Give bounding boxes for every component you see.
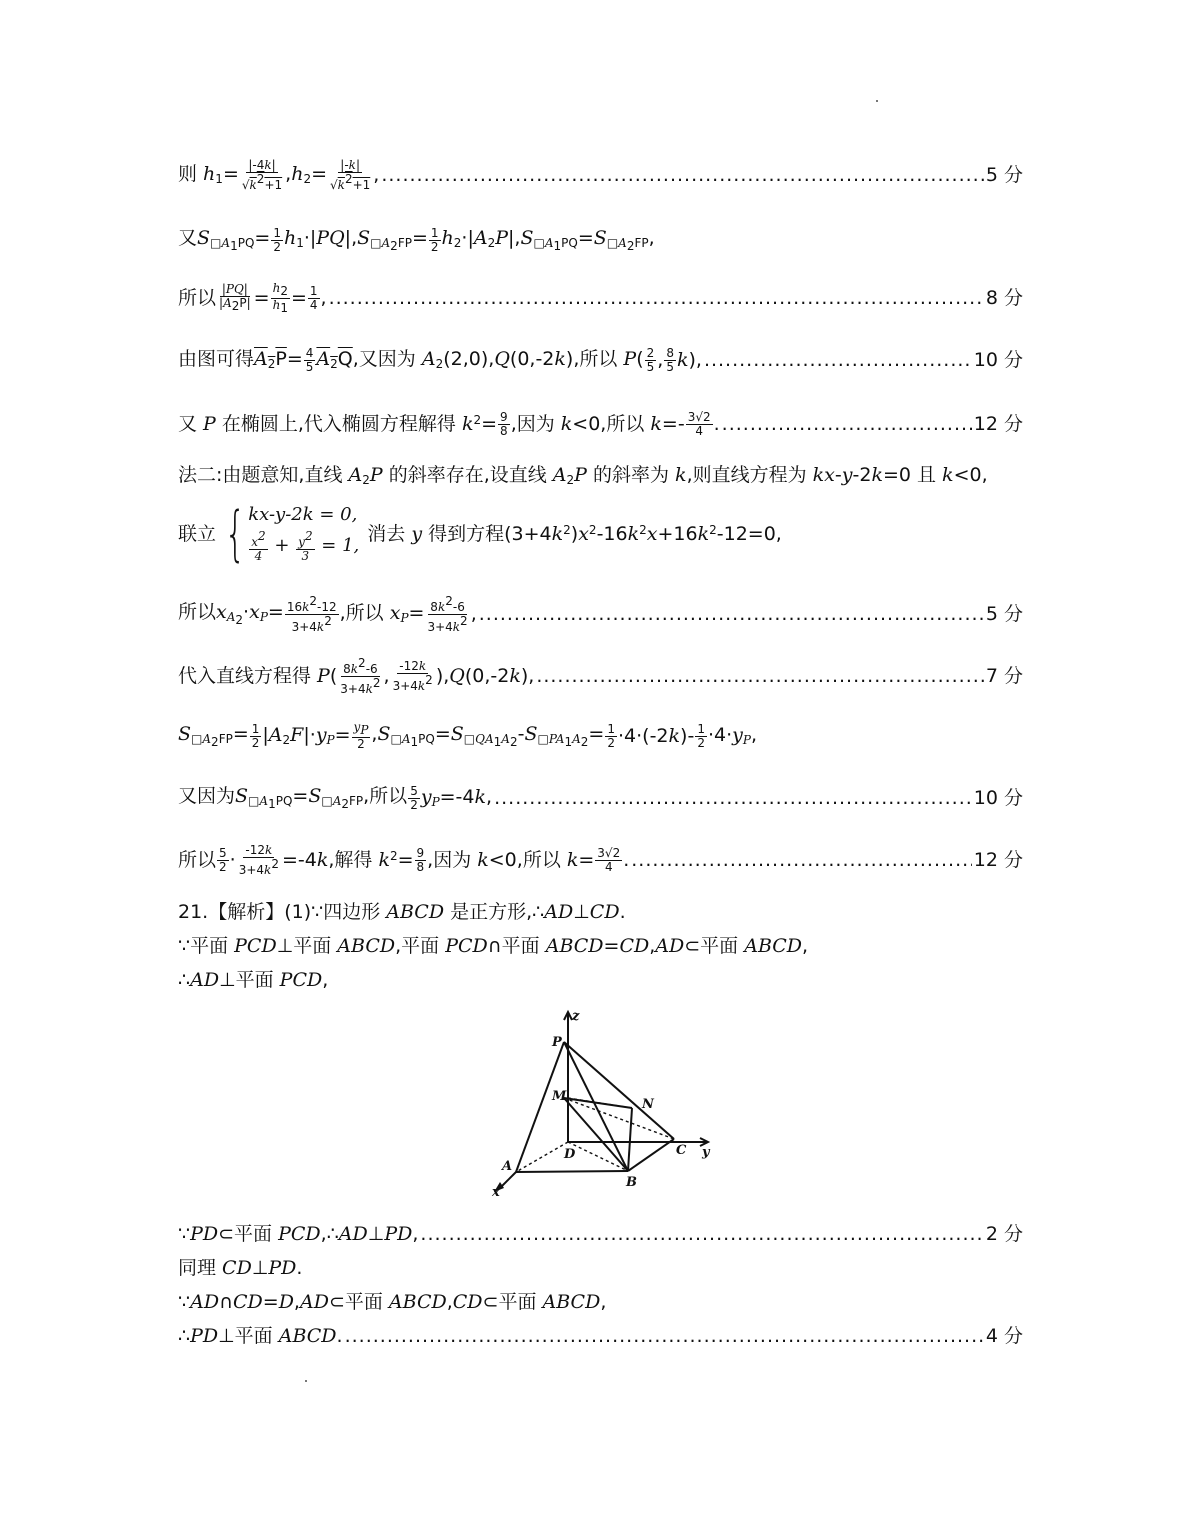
solution-line-2: 又$S_{□A_1PQ}=$ $\frac{1}{2}$ $h_1\cdot|PQ|,S_{□A_2FP}=$ $\frac{1}{2}$ $h_2\cdot|A_2P|,S_{□A_1PQ}=S_{□A_2FP}$, [178,225,655,254]
solution-line-17: 同理 CD⊥PD. [178,1256,303,1279]
point-label-b: B [626,1175,637,1190]
point-label-a: A [502,1159,513,1174]
solution-line-10: $S_{□A_2FP}=$ $\frac{1}{2}$ $|A_2F|\cdot y_P=$ $\frac{y_P}{2}$ $,S_{□A_1PQ}=S_{□QA_1A_2}-S_{□PA_1A_2}=$ $\frac{1}{2}$ ·4·(-2k)- $\frac{1}{2}$ $\cdot 4\cdot y_P$, [178,720,757,751]
solution-line-15: ∴AD⊥平面 PCD, [178,968,329,991]
solution-line-16: ∵PD⊂平面 PCD,∴AD⊥PD, ..... 2 分 [178,1222,1023,1246]
solution-line-9: 代入直线方程得 P( $\frac{8k^2-6}{3+4k^2}$ , $\frac{-12k}{3+4k^2}$ ),Q(0,-2k), ..... 7 分 [178,656,1023,696]
score-label: 2 分 [985,1222,1023,1245]
point-label-p: P [552,1035,562,1050]
solution-line-14: ∵平面 PCD⊥平面 ABCD,平面 PCD∩平面 ABCD=CD,AD⊂平面 ABCD, [178,934,809,957]
score-label: 10 分 [973,786,1023,809]
point-label-n: N [642,1097,654,1112]
solution-line-1: 则 $h_1=$ $\frac{|-4k|}{√k^2+1}$ $,h_2=$ $\frac{|-k|}{√k^2+1}$ , ..... 5 分 [178,150,1023,200]
point-label-m: M [552,1089,567,1104]
score-label: 5 分 [985,163,1023,186]
solution-line-18: ∵AD∩CD=D,AD⊂平面 ABCD,CD⊂平面 ABCD, [178,1290,607,1313]
score-label: 12 分 [973,412,1023,435]
scan-speck [305,1380,307,1382]
point-label-d: D [564,1147,576,1162]
score-label: 7 分 [985,664,1023,687]
score-label: 8 分 [985,286,1023,309]
axis-label-x: x [492,1185,500,1198]
solution-line-19: ∴PD⊥平面 ABCD. ..... 4 分 [178,1324,1023,1348]
solution-line-5: 又 P 在椭圆上,代入椭圆方程解得 $k^2=$ $\frac{9}{8}$ ,因为 k<0,所以 k=- $\frac{3√2}{4}$ . ..... 12 分 [178,404,1023,444]
solution-line-13: 21.【解析】(1)∵四边形 ABCD 是正方形,∴AD⊥CD. [178,900,626,923]
axis-label-z: z [572,1009,580,1024]
score-label: 10 分 [973,348,1023,371]
scan-speck [876,100,878,102]
solution-line-4: 由图可得$A_2P=$ $\frac{4}{5}$ $A_2Q$,又因为 $A_2(2,0),Q(0,-2k)$,所以 P( $\frac{2}{5}$ , $\frac{8}{5}$ k), ..... 10 分 [178,340,1023,380]
pyramid-figure [490,1008,720,1198]
solution-line-6: 法二:由题意知,直线 $A_2P$ 的斜率存在,设直线 $A_2P$ 的斜率为 k,则直线方程为 kx-y-2k=0 且 k<0, [178,464,988,487]
score-label: 4 分 [985,1324,1023,1347]
point-label-c: C [676,1143,687,1158]
score-label: 5 分 [985,602,1023,625]
score-label: 12 分 [973,848,1023,871]
solution-line-3: 所以 $\frac{|PQ|}{|A_2P|}$ = $\frac{h_2}{h_1}$ = $\frac{1}{4}$ , ..... 8 分 [178,280,1023,316]
solution-line-11: 又因为$S_{□A_1PQ}=S_{□A_2FP}$,所以 $\frac{5}{2}$ $y_P=-4k$, ..... 10 分 [178,780,1023,816]
solution-line-7: 联立 { kx-y-2k = 0, $\frac{x^2}{4}$ + $\frac{y^2}{3}$ = 1, 消去 y 得到方程$(3+4k^2)x^2-16k^2x+16k^2-12=0$, [178,499,782,569]
solution-line-8: 所以$x_{A_2}\cdot x_P=$ $\frac{16k^2-12}{3+4k^2}$ ,所以 $x_P=$ $\frac{8k^2-6}{3+4k^2}$ , ..... 5 分 [178,594,1023,634]
solution-line-12: 所以 $\frac{5}{2}$ · $\frac{-12k}{3+4k^2}$ =-4k,解得 $k^2=$ $\frac{9}{8}$ ,因为 k<0,所以 k= $\frac{3√2}{4}$ . ..... 12 分 [178,840,1023,880]
axis-label-y: y [702,1145,710,1160]
